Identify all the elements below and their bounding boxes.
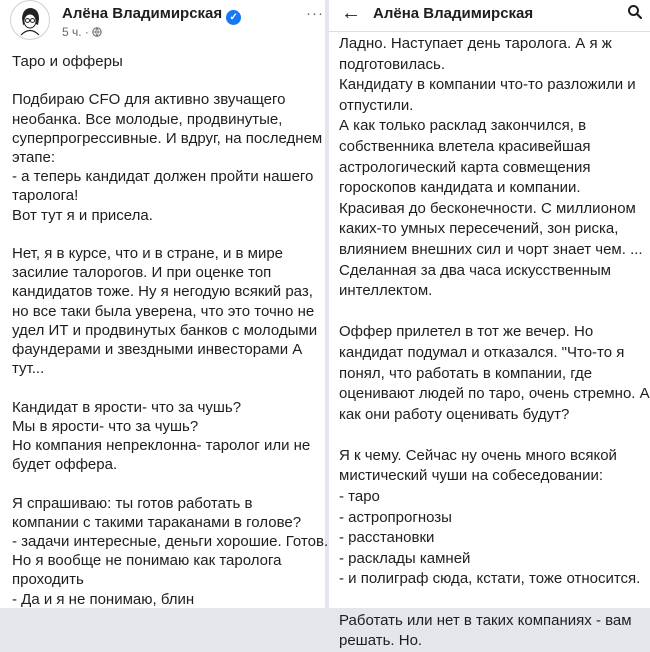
- text-line: - астропрогнозы: [339, 508, 452, 526]
- more-options-icon[interactable]: ···: [306, 5, 324, 22]
- text-line: Мы в ярости- что за чушь?: [12, 417, 199, 435]
- text-line: [12, 225, 320, 244]
- text-line: этапе:: [12, 149, 56, 166]
- text-line: фаундерами и звездными инвесторами А: [12, 341, 303, 359]
- post-panel-left: [0, 0, 329, 608]
- post-meta[interactable]: 5 ч. ·: [62, 25, 102, 39]
- text-line: [339, 302, 649, 323]
- text-line: [12, 71, 320, 90]
- text-line: Я к чему. Сейчас ну очень много всякой: [339, 446, 617, 464]
- author-avatar[interactable]: [10, 0, 50, 40]
- text-line: отпустили.: [339, 96, 414, 114]
- text-line: - задачи интересные, деньги хорошие. Готов.: [12, 533, 329, 551]
- text-line: астрологический карта совмещения: [339, 158, 591, 176]
- text-line: подготовилась.: [339, 55, 446, 73]
- text-line: решать. Но.: [339, 632, 423, 650]
- text-line: собственника влетела красивейшая: [339, 137, 591, 155]
- text-line: [339, 590, 649, 611]
- text-line: кандидатов тоже. Ну я негодую всякий раз,: [12, 283, 313, 301]
- text-line: - расклады камней: [339, 549, 471, 567]
- text-line: - таро: [339, 488, 380, 506]
- globe-icon: [92, 27, 102, 37]
- text-line: Красивая до бесконечности. С миллионом: [339, 199, 636, 217]
- text-line: А как только расклад закончился, в: [339, 117, 587, 135]
- text-line: Вот тут я и присела.: [12, 206, 153, 224]
- search-icon[interactable]: [627, 4, 643, 25]
- text-line: - и полиграф сюда, кстати, тоже относится.: [339, 570, 641, 588]
- text-line: оценивают людей по таро, очень стремно. А: [339, 385, 650, 403]
- text-line: кандидат подумал и отказался. "Что-то я: [339, 343, 625, 361]
- text-line: [339, 425, 649, 446]
- text-line: Кандидат в ярости- что за чушь?: [12, 398, 242, 416]
- text-line: интеллектом.: [339, 282, 433, 300]
- text-line: Ладно. Наступает день таролога. А я ж: [339, 35, 612, 52]
- text-line: Я спрашиваю: ты готов работать в: [12, 494, 253, 512]
- text-line: - а теперь кандидат должен пройти нашего: [12, 168, 314, 186]
- text-line: гороскопов кандидата и компании.: [339, 179, 581, 197]
- text-line: Но я вообще не понимаю как таролога: [12, 552, 282, 570]
- back-arrow-icon[interactable]: ←: [341, 2, 361, 24]
- text-line: Но компания непреклонна- таролог или не: [12, 437, 311, 455]
- verified-badge-icon: ✓: [226, 10, 241, 25]
- text-line: Нет, я в курсе, что и в стране, и в мире: [12, 245, 284, 262]
- text-line: Таро и офферы: [12, 53, 123, 70]
- text-line: как они работу оценивать будут?: [339, 405, 570, 423]
- text-line: - расстановки: [339, 529, 435, 547]
- header-divider: [329, 31, 650, 32]
- text-line: будет оффера.: [12, 456, 118, 474]
- text-line: компании с такими тараканами в голове?: [12, 513, 302, 531]
- text-line: таролога!: [12, 187, 79, 205]
- post-body-continued: [339, 34, 649, 652]
- text-line: Работать или нет в таких компаниях - вам: [339, 611, 632, 629]
- text-line: тут...: [12, 360, 45, 378]
- post-panel-right: [329, 0, 650, 650]
- text-line: удел ИТ и продвинутых банков с молодыми: [12, 321, 318, 339]
- text-line: проходить: [12, 571, 84, 589]
- text-line: понял, что работать в компании, где: [339, 364, 593, 382]
- text-line: - Да и я не понимаю, блин: [12, 590, 195, 608]
- text-line: [12, 378, 320, 397]
- text-line: необанка. Все молодые, продвинутые,: [12, 110, 283, 128]
- text-line: суперпрогрессивные. И вдруг, на последнем: [12, 129, 323, 147]
- text-line: влиянием внешних сил и чорт знает чем. ...: [339, 240, 643, 258]
- text-line: Кандидату в компании что-то разложили и: [339, 76, 636, 94]
- text-line: каких-то умных пересечений, зон риска,: [339, 220, 619, 238]
- text-line: Сделанная за два часа искусственным: [339, 261, 611, 279]
- text-line: [12, 474, 320, 493]
- text-line: мистический чуши на собеседовании:: [339, 467, 604, 485]
- text-line: засилие талорогов. И при оценке топ: [12, 264, 272, 282]
- post-body: [12, 52, 329, 609]
- text-line: но все таки была уверена, что это точно не: [12, 302, 315, 320]
- text-line: Оффер прилетел в тот же вечер. Но: [339, 323, 594, 341]
- page-title: Алёна Владимирская: [373, 5, 534, 22]
- text-line: Подбираю CFO для активно звучащего: [12, 91, 286, 109]
- author-name[interactable]: Алёна Владимирская ✓: [62, 5, 241, 25]
